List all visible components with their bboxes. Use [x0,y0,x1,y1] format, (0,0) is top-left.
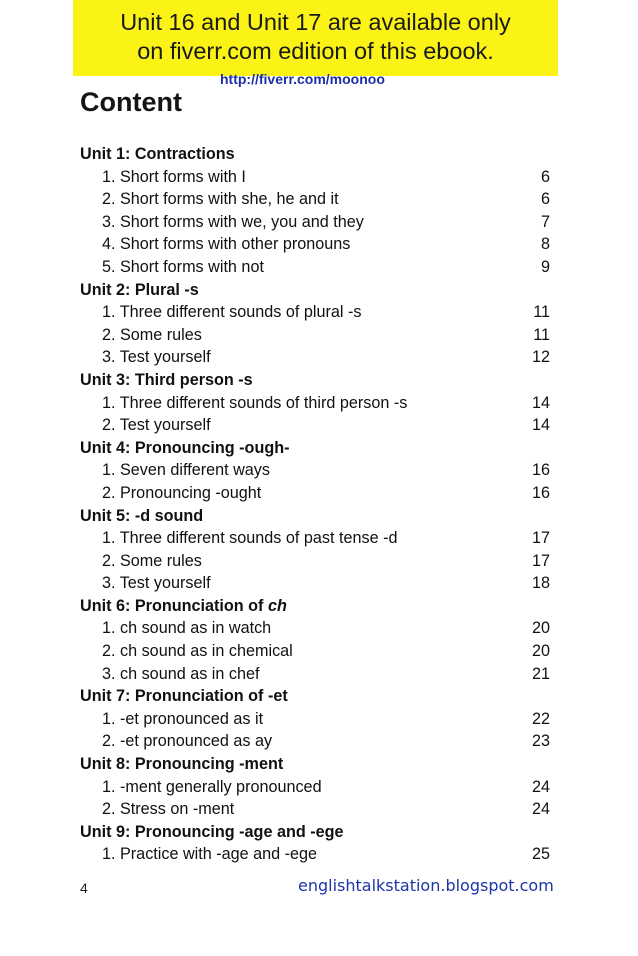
toc-entry[interactable] [80,708,550,731]
page-number: 4 [80,880,88,896]
toc-entry-label: 3. Test yourself [102,574,211,593]
toc-entry-label: 1. Practice with -age and -ege [102,845,318,864]
fiverr-link[interactable]: http://fiverr.com/moonoo [220,71,385,87]
toc-entry[interactable] [80,572,550,595]
toc-entry-page: 12 [531,348,550,367]
unit-title: Unit 8: Pronouncing -ment [80,755,284,774]
toc-entry-label: 1. -ment generally pronounced [102,777,322,796]
unit-title: Unit 6: Pronunciation of [80,596,268,615]
toc-entry-page: 25 [531,845,550,864]
toc-entry-label: 2. Pronouncing -ought [102,483,262,502]
toc-entry[interactable] [80,663,550,686]
toc-entry-label: 1. ch sound as in watch [102,619,272,638]
toc-entry-label: 2. ch sound as in chemical [102,642,293,661]
toc-entry-label: 1. Short forms with I [102,167,246,186]
toc-entry-label: 4. Short forms with other pronouns [102,235,351,254]
toc-entry-label: 5. Short forms with not [102,257,264,276]
toc-entry-page: 17 [531,529,550,548]
toc-entry[interactable] [80,482,550,505]
unit-heading[interactable] [80,821,550,844]
unit-title: Unit 1: Contractions [80,145,235,163]
toc-entry-page: 24 [531,777,550,796]
promo-banner [73,0,558,76]
toc-entry[interactable] [80,346,550,369]
toc-entry[interactable] [80,550,550,573]
toc-entry-page: 22 [531,709,550,728]
unit-heading[interactable] [80,595,550,618]
toc-entry-label: 2. Some rules [102,325,202,344]
toc-entry-label: 2. -et pronounced as ay [102,732,273,751]
toc-entry-page: 8 [540,235,550,254]
unit-title: Unit 4: Pronouncing -ough- [80,438,290,457]
table-of-contents [80,143,550,866]
toc-entry[interactable] [80,640,550,663]
unit-heading[interactable] [80,143,550,166]
toc-entry[interactable] [80,166,550,189]
toc-entry[interactable] [80,843,550,866]
toc-entry-label: 3. ch sound as in chef [102,664,260,683]
toc-entry-page: 20 [531,642,550,661]
toc-entry-page: 21 [531,664,550,683]
toc-entry[interactable] [80,324,550,347]
toc-entry[interactable] [80,188,550,211]
unit-title: Unit 9: Pronouncing -age and -ege [80,822,344,841]
unit-heading[interactable] [80,753,550,776]
toc-entry[interactable] [80,233,550,256]
toc-entry-page: 17 [531,551,550,570]
unit-heading[interactable] [80,685,550,708]
toc-entry-page: 16 [531,483,550,502]
toc-entry-page: 11 [533,325,550,344]
toc-entry-label: 1. Three different sounds of third person -s [102,393,408,412]
toc-entry-page: 7 [540,212,550,231]
toc-entry-label: 3. Test yourself [102,348,211,367]
toc-entry[interactable] [80,256,550,279]
toc-entry[interactable] [80,617,550,640]
unit-title: Unit 5: -d sound [80,506,204,525]
toc-entry-label: 2. Some rules [102,551,202,570]
toc-entry-label: 2. Short forms with she, he and it [102,190,339,209]
unit-title: Unit 2: Plural -s [80,280,199,299]
toc-entry[interactable] [80,527,550,550]
unit-heading[interactable] [80,505,550,528]
unit-heading[interactable] [80,369,550,392]
page-title: Content [80,87,182,117]
toc-entry-page: 14 [531,393,550,412]
toc-entry[interactable] [80,798,550,821]
toc-entry-label: 2. Test yourself [102,416,211,435]
unit-title: Unit 3: Third person -s [80,370,253,389]
toc-entry[interactable] [80,459,550,482]
toc-entry[interactable] [80,730,550,753]
toc-entry-label: 3. Short forms with we, you and they [102,212,364,231]
banner-line-1: Unit 16 and Unit 17 are available only [120,9,511,35]
toc-entry-page: 14 [531,416,550,435]
toc-entry[interactable] [80,392,550,415]
toc-entry-label: 1. Seven different ways [102,461,270,480]
banner-line-2: on fiverr.com edition of this ebook. [137,38,494,64]
toc-entry-label: 1. -et pronounced as it [102,709,264,728]
toc-entry-page: 20 [531,619,550,638]
toc-entry-page: 18 [531,574,550,593]
toc-entry-page: 23 [531,732,550,751]
unit-heading[interactable] [80,437,550,460]
toc-entry-page: 24 [531,800,550,819]
toc-entry[interactable] [80,301,550,324]
footer-site-link[interactable]: englishtalkstation.blogspot.com [298,876,554,895]
toc-entry-label: 2. Stress on -ment [102,800,235,819]
unit-title-emphasis: ch [267,596,287,615]
toc-entry-page: 11 [533,303,550,322]
toc-entry-label: 1. Three different sounds of past tense -d [102,529,398,548]
toc-entry-page: 9 [540,257,550,276]
toc-entry[interactable] [80,414,550,437]
unit-heading[interactable] [80,279,550,302]
unit-title: Unit 7: Pronunciation of -et [80,687,288,706]
toc-entry[interactable] [80,211,550,234]
toc-entry[interactable] [80,776,550,799]
toc-entry-label: 1. Three different sounds of plural -s [102,303,362,322]
toc-entry-page: 6 [540,190,550,209]
toc-entry-page: 16 [531,461,550,480]
toc-entry-page: 6 [540,167,550,186]
